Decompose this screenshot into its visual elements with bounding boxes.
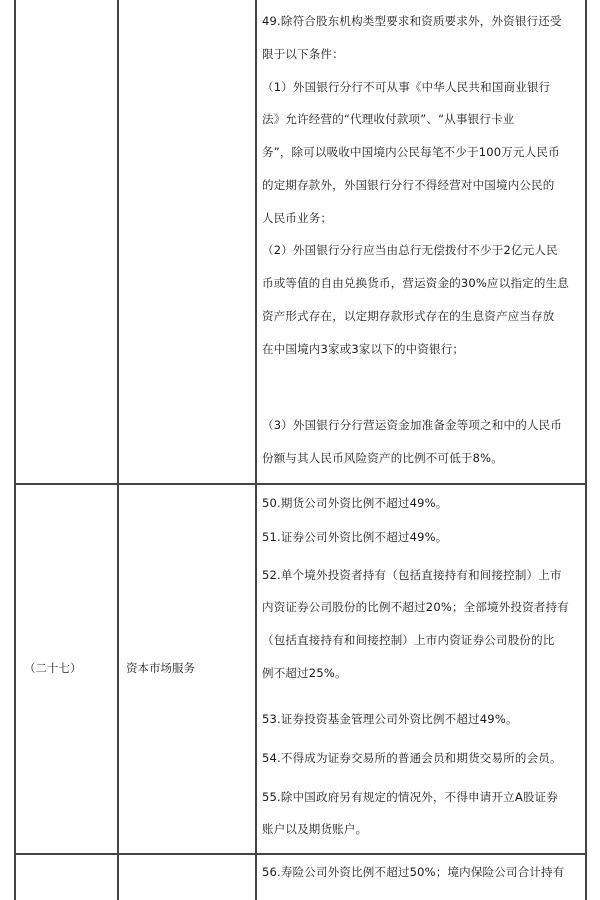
clause-line: 法》允许经营的“代理收付款项”、“从事银行卡业 xyxy=(262,112,515,126)
row-index: （二十七） xyxy=(24,661,82,675)
row-divider-1 xyxy=(14,483,586,485)
clause-line: 资产形式存在，以定期存款形式存在的生息资产应当存放 xyxy=(262,309,555,323)
clause-line: 人民币业务； xyxy=(262,211,333,225)
table-border-left xyxy=(14,0,16,900)
clause-line: （3）外国银行分行营运资金加准备金等项之和中的人民币 xyxy=(262,418,563,432)
clause-line: 53.证券投资基金管理公司外资比例不超过49%。 xyxy=(262,712,518,726)
clause-line: 54.不得成为证券交易所的普通会员和期货交易所的会员。 xyxy=(262,751,562,765)
table-border-right xyxy=(585,0,587,900)
clause-line: 务”，除可以吸收中国境内公民每笔不少于100万元人民币 xyxy=(262,145,560,159)
column-divider-2 xyxy=(255,0,257,900)
clause-line: 52.单个境外投资者持有（包括直接持有和间接控制）上市 xyxy=(262,568,562,582)
clause-line: （2）外国银行分行应当由总行无偿拨付不少于2亿元人民 xyxy=(262,243,558,257)
clause-line: 55.除中国政府另有规定的情况外，不得申请开立A股证券 xyxy=(262,790,559,804)
clause-line: 账户以及期货账户。 xyxy=(262,822,368,836)
row-category: 资本市场服务 xyxy=(126,661,195,675)
clause-line: 例不超过25%。 xyxy=(262,666,347,680)
clause-line: 49.除符合股东机构类型要求和资质要求外，外资银行还受 xyxy=(262,14,562,28)
clause-line: 在中国境内3家或3家以下的中资银行； xyxy=(262,342,465,356)
clause-line: 内资证券公司股份的比例不超过20%；全部境外投资者持有 xyxy=(262,600,569,614)
clause-line: 份额与其人民币风险资产的比例不可低于8%。 xyxy=(262,451,503,465)
clause-line: （1）外国银行分行不可从事《中华人民共和国商业银行 xyxy=(262,80,551,94)
clause-line: 币或等值的自由兑换货币，营运资金的30%应以指定的生息 xyxy=(262,276,569,290)
clause-line: 限于以下条件： xyxy=(262,47,344,61)
clause-line: 50.期货公司外资比例不超过49%。 xyxy=(262,496,448,510)
clause-line: 56.寿险公司外资比例不超过50%；境内保险公司合计持有 xyxy=(262,865,565,879)
clause-line: （包括直接持有和间接控制）上市内资证券公司股份的比 xyxy=(262,633,555,647)
row-divider-2 xyxy=(14,853,586,855)
column-divider-1 xyxy=(117,0,119,900)
clause-line: 的定期存款外，外国银行分行不得经营对中国境内公民的 xyxy=(262,178,555,192)
clause-line: 51.证券公司外资比例不超过49%。 xyxy=(262,530,448,544)
